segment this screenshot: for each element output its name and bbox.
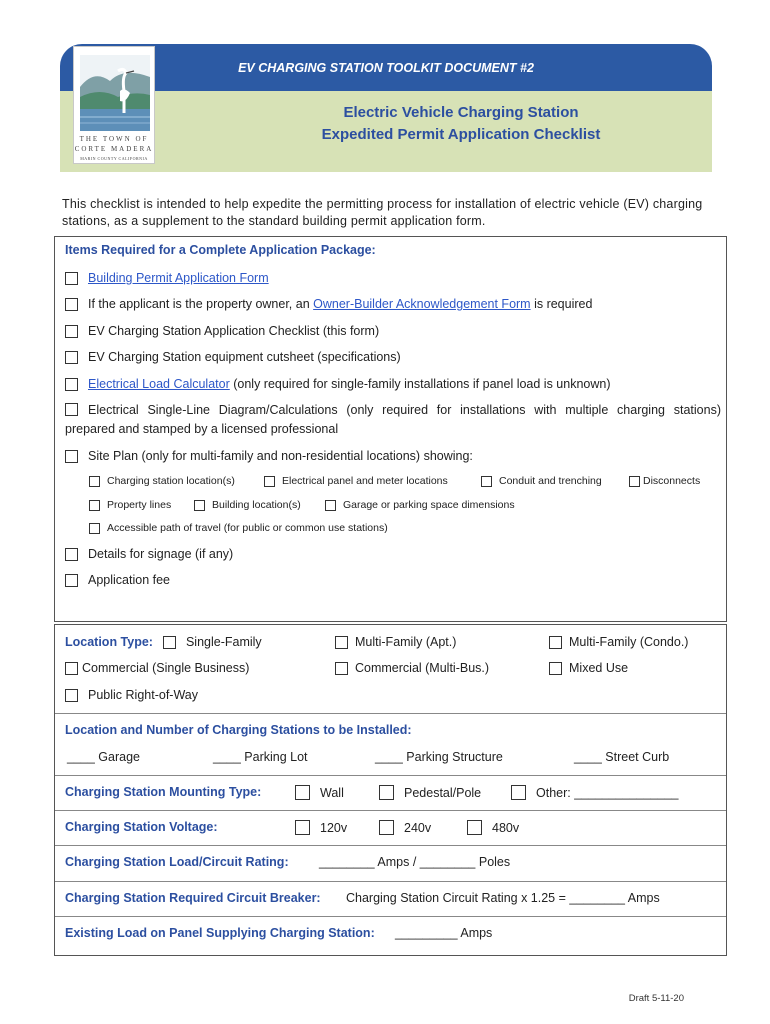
site-plan-option [264, 475, 448, 487]
option-label: Conduit and trenching [499, 475, 602, 487]
circuit-breaker-label: Charging Station Required Circuit Breaker: [65, 891, 321, 905]
checklist-item-signage [65, 547, 233, 561]
divider [55, 810, 726, 811]
mounting-option-wall [295, 785, 344, 800]
mounting-type-label: Charging Station Mounting Type: [65, 785, 262, 799]
checkbox[interactable] [295, 820, 310, 835]
building-permit-form-link[interactable]: Building Permit Application Form [88, 271, 269, 285]
mounting-option-other [511, 785, 679, 800]
checkbox[interactable] [264, 476, 275, 487]
checkbox[interactable] [89, 500, 100, 511]
checkbox[interactable] [65, 574, 78, 587]
mounting-option-pedestal [379, 785, 481, 800]
site-plan-option [481, 475, 602, 487]
checklist-item-load-calculator [65, 377, 611, 391]
circuit-breaker-field[interactable]: Charging Station Circuit Rating x 1.25 = ________ Amps [346, 891, 660, 905]
logo-text-line3: MARIN COUNTY CALIFORNIA [80, 156, 148, 161]
item-text: Electrical Single-Line Diagram/Calculations (only required for installations with multiple charging stations) prepared and stamped by a licensed professional [65, 403, 721, 436]
logo-text-line2: CORTE MADERA [74, 145, 154, 153]
checklist-item-site-plan [65, 449, 473, 463]
parking-structure-count-field[interactable]: ____ Parking Structure [375, 750, 503, 764]
divider [55, 713, 726, 714]
location-type-mixed-use [549, 661, 628, 675]
checkbox[interactable] [89, 476, 100, 487]
checkbox[interactable] [163, 636, 176, 649]
option-label: Pedestal/Pole [404, 785, 482, 800]
option-label: Charging station location(s) [107, 475, 235, 487]
divider [55, 916, 726, 917]
parking-lot-count-field[interactable]: ____ Parking Lot [213, 750, 308, 764]
garage-count-field[interactable]: ____ Garage [67, 750, 140, 764]
divider [55, 845, 726, 846]
location-type-commercial-single [65, 661, 249, 675]
checkbox[interactable] [65, 450, 78, 463]
option-label: Electrical panel and meter locations [282, 475, 448, 487]
checkbox[interactable] [65, 403, 78, 416]
option-label: Property lines [107, 499, 172, 511]
checklist-item-cutsheet [65, 350, 401, 364]
checkbox[interactable] [65, 548, 78, 561]
checkbox[interactable] [65, 378, 78, 391]
item-text: EV Charging Station equipment cutsheet (specifications) [88, 350, 401, 364]
checkbox[interactable] [511, 785, 526, 800]
voltage-option-240v [379, 820, 431, 835]
document-subtitle-line2: Expedited Permit Application Checklist [321, 126, 601, 143]
voltage-option-480v [467, 820, 519, 835]
item-text: Application fee [88, 573, 171, 587]
checklist-item-single-line-diagram [65, 401, 721, 439]
checkbox[interactable] [65, 298, 78, 311]
checkbox[interactable] [335, 636, 348, 649]
checkbox[interactable] [65, 662, 78, 675]
checkbox[interactable] [295, 785, 310, 800]
item-text: Details for signage (if any) [88, 547, 234, 561]
item-text: If the applicant is the property owner, an [88, 297, 314, 311]
location-type-label: Location Type: [65, 635, 153, 649]
option-label: 480v [492, 820, 520, 835]
site-plan-option [325, 499, 515, 511]
voltage-label: Charging Station Voltage: [65, 820, 218, 834]
checkbox[interactable] [89, 523, 100, 534]
item-text: is required [530, 297, 593, 311]
checklist-item-application-checklist [65, 324, 379, 338]
document-subtitle-line1: Electric Vehicle Charging Station [343, 104, 579, 121]
checkbox[interactable] [325, 500, 336, 511]
checkbox[interactable] [481, 476, 492, 487]
required-items-heading: Items Required for a Complete Application Package: [65, 243, 376, 257]
checkbox[interactable] [335, 662, 348, 675]
checklist-item-application-fee [65, 573, 170, 587]
station-details-section [54, 624, 727, 956]
checkbox[interactable] [65, 351, 78, 364]
option-label: Wall [320, 785, 344, 800]
load-calculator-link[interactable]: Electrical Load Calculator [88, 377, 230, 391]
option-label: Multi-Family (Apt.) [355, 635, 457, 649]
location-type-multi-family-apt [335, 635, 456, 649]
logo-text-line1: THE TOWN OF [79, 135, 149, 143]
option-label: Disconnects [643, 475, 701, 487]
option-label: Other: _______________ [536, 785, 679, 800]
draft-date: Draft 5-11-20 [628, 993, 684, 1004]
load-rating-label: Charging Station Load/Circuit Rating: [65, 855, 289, 869]
checklist-item-building-permit [65, 271, 269, 285]
site-plan-option [89, 522, 388, 534]
site-plan-option [629, 475, 700, 487]
checkbox[interactable] [549, 636, 562, 649]
checkbox[interactable] [194, 500, 205, 511]
checkbox[interactable] [379, 785, 394, 800]
load-rating-field[interactable]: ________ Amps / ________ Poles [319, 855, 511, 869]
checklist-item-owner-builder [65, 297, 592, 311]
option-label: Garage or parking space dimensions [343, 499, 515, 511]
option-label: Mixed Use [569, 661, 629, 675]
item-text: Site Plan (only for multi-family and non-residential locations) showing: [88, 449, 473, 463]
intro-paragraph: This checklist is intended to help expedite the permitting process for installation of electric vehicle (EV) charging stations, as a supplement to the standard building permit application form. [62, 197, 703, 228]
option-label: Commercial (Multi-Bus.) [355, 661, 490, 675]
location-number-label: Location and Number of Charging Stations to be Installed: [65, 723, 412, 737]
option-label: Commercial (Single Business) [82, 661, 250, 675]
divider [55, 881, 726, 882]
divider [55, 775, 726, 776]
option-label: Single-Family [185, 635, 262, 649]
checkbox[interactable] [629, 476, 640, 487]
heron-landscape-icon [74, 47, 156, 135]
site-plan-option [89, 499, 171, 511]
voltage-option-120v [295, 820, 347, 835]
checkbox[interactable] [549, 662, 562, 675]
item-text: (only required for single-family installations if panel load is unknown) [229, 377, 611, 391]
existing-load-label: Existing Load on Panel Supplying Charging Station: [65, 926, 375, 940]
option-label: 240v [404, 820, 432, 835]
site-plan-option [194, 499, 301, 511]
option-label: Public Right-of-Way [88, 688, 198, 702]
street-curb-count-field[interactable]: ____ Street Curb [574, 750, 670, 764]
location-type-multi-family-condo [549, 635, 688, 649]
checkbox[interactable] [65, 689, 78, 702]
site-plan-option [89, 475, 235, 487]
required-items-section [54, 236, 727, 622]
existing-load-field[interactable]: _________ Amps [395, 926, 493, 940]
option-label: Building location(s) [212, 499, 301, 511]
option-label: Accessible path of travel (for public or common use stations) [107, 522, 388, 534]
document-header [60, 44, 712, 172]
location-type-public-row [65, 688, 198, 702]
owner-builder-form-link[interactable]: Owner-Builder Acknowledgement Form [313, 297, 531, 311]
checkbox[interactable] [467, 820, 482, 835]
option-label: Multi-Family (Condo.) [569, 635, 689, 649]
item-text: EV Charging Station Application Checklist (this form) [88, 324, 380, 338]
option-label: 120v [320, 820, 348, 835]
location-type-single-family [65, 635, 262, 649]
location-type-commercial-multi [335, 661, 489, 675]
town-logo [73, 46, 155, 164]
checkbox[interactable] [379, 820, 394, 835]
checkbox[interactable] [65, 272, 78, 285]
checkbox[interactable] [65, 325, 78, 338]
document-title: EV CHARGING STATION TOOLKIT DOCUMENT #2 [238, 61, 534, 75]
